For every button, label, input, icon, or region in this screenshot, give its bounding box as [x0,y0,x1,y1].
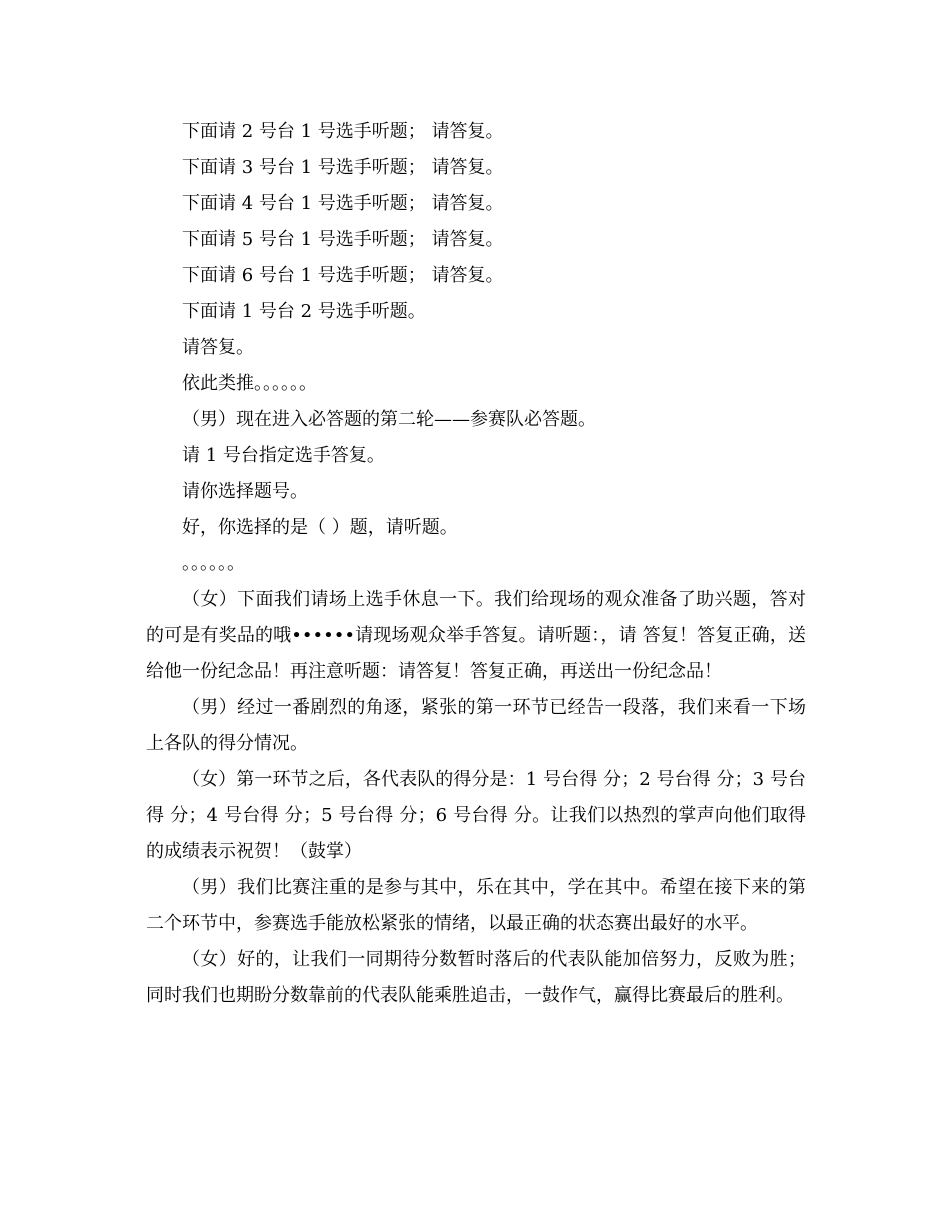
script-line: 下面请 5 号台 1 号选手听题； 请答复。 [182,229,504,250]
script-line: 下面请 4 号台 1 号选手听题； 请答复。 [182,193,504,214]
paragraph-participation: （男）我们比赛注重的是参与其中，乐在其中，学在其中。希望在接下来的第二个环节中，参赛选手能放松紧张的情绪，以最正确的状态赛出最好的水平。 [146,877,806,934]
script-line: 请 1 号台指定选手答复。 [182,445,385,466]
paragraph-scores: （女）第一环节之后，各代表队的得分是：1 号台得 分；2 号台得 分；3 号台得 分；4 号台得 分；5 号台得 分；6 号台得 分。让我们以热烈的掌声向他们取得的成绩表示祝贺！（鼓掌） [146,769,806,862]
script-line: 依此类推。。。。。。 [182,373,317,394]
script-line: 下面请 6 号台 1 号选手听题； 请答复。 [182,265,504,286]
script-line: 下面请 2 号台 1 号选手听题； 请答复。 [182,121,504,142]
paragraph-closing: （女）好的，让我们一同期待分数暂时落后的代表队能加倍努力，反败为胜；同时我们也期盼分数靠前的代表队能乘胜追击，一鼓作气，赢得比赛最后的胜利。 [146,949,806,1006]
script-line: 好，你选择的是（ ）题，请听题。 [182,517,458,538]
script-line: （男）现在进入必答题的第二轮——参赛队必答题。 [182,409,596,430]
script-line: 请答复。 [182,337,254,358]
script-line: 。。。。。。 [182,553,245,574]
document-body [146,114,806,1014]
script-line: 下面请 1 号台 2 号选手听题。 [182,301,426,322]
paragraph-audience-quiz: （女）下面我们请场上选手休息一下。我们给现场的观众准备了助兴题，答对的可是有奖品的哦••••••请现场观众举手答复。请听题：，请 答复！答复正确，送给他一份纪念品！再注意听题：请答复！答复正确，再送出一份纪念品！ [146,589,806,682]
script-line: 请你选择题号。 [182,481,308,502]
script-line: 下面请 3 号台 1 号选手听题； 请答复。 [182,157,504,178]
paragraph-score-intro: （男）经过一番剧烈的角逐，紧张的第一环节已经告一段落，我们来看一下场上各队的得分情况。 [146,697,806,754]
